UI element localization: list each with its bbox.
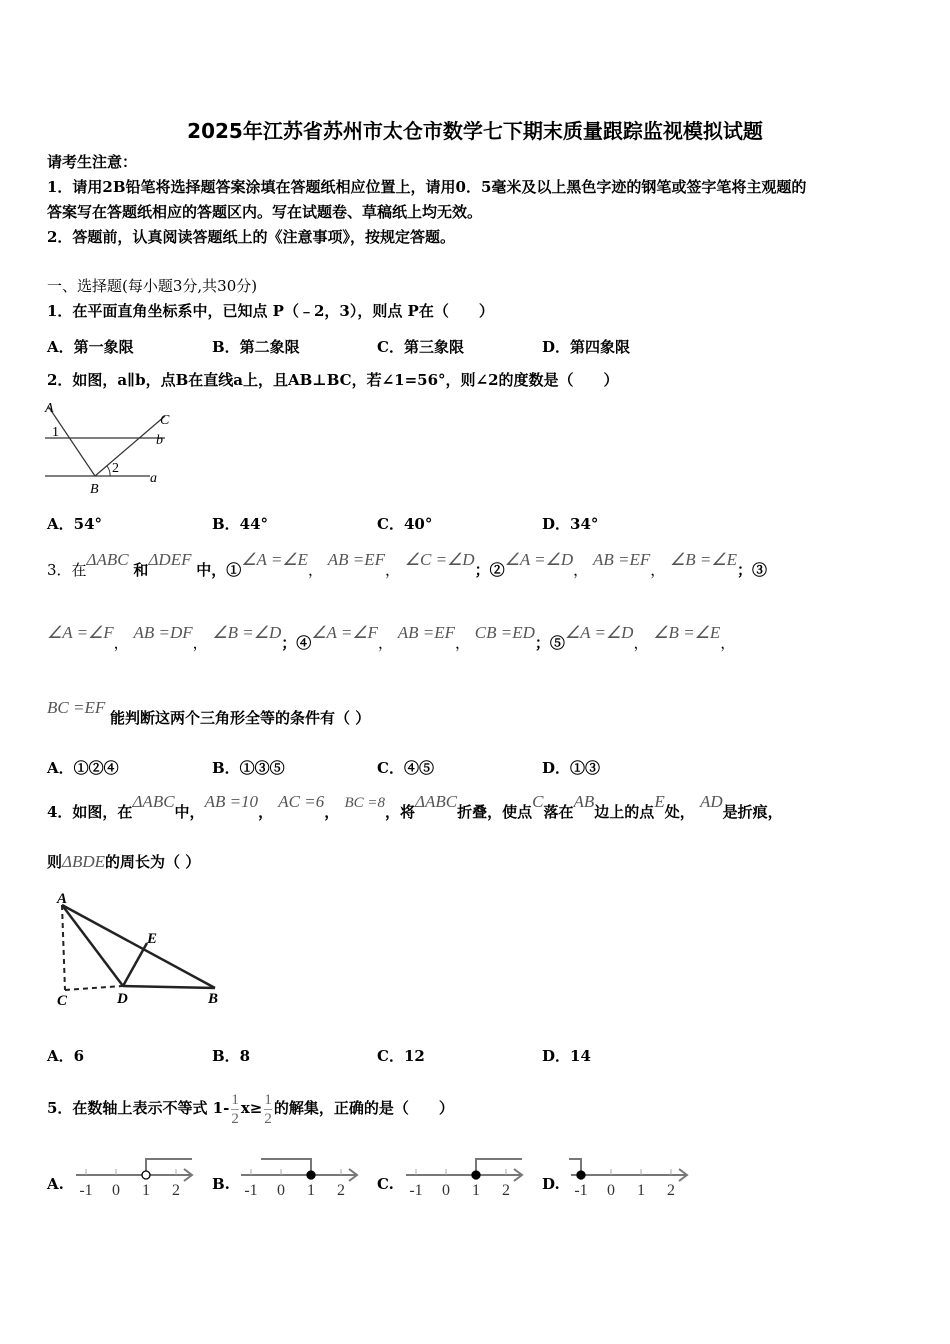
tick-label: -1 — [409, 1182, 423, 1199]
tick-label: 2 — [667, 1182, 675, 1199]
tick-label: 0 — [277, 1182, 285, 1199]
q2-option-a[interactable]: A．54° — [47, 515, 103, 533]
label-c-point: C — [160, 413, 170, 428]
q4-math: AB — [573, 792, 595, 811]
segment-db — [123, 986, 215, 988]
q3-math: ∠B =∠D — [212, 623, 282, 642]
q4-option-d[interactable]: D．14 — [542, 1047, 591, 1065]
q3-text: 3．在 — [47, 561, 87, 579]
q3-math: ΔABC — [86, 550, 129, 569]
solution-bracket — [261, 1159, 311, 1175]
tick-label: 0 — [442, 1182, 450, 1199]
label-b: B — [208, 991, 219, 1007]
q3-text: ；③ — [736, 561, 767, 579]
q5-option-c[interactable] — [377, 1155, 537, 1205]
q3-option-a[interactable]: A．①②④ — [47, 759, 119, 777]
tick-label: 2 — [502, 1182, 510, 1199]
q4-math: BC =8 — [344, 795, 386, 811]
segment-de — [123, 943, 147, 986]
solution-bracket — [146, 1159, 192, 1175]
q5-text: 的解集，正确的是（ ） — [273, 1099, 454, 1117]
q3-text: ；② — [474, 561, 505, 579]
q3-line-1: 3．在ΔABC 和ΔDEF 中，①∠A =∠E， AB =EF， ∠C =∠D；②∠A =∠D， AB =EF， ∠B =∠E；③ — [47, 550, 767, 579]
segment-ad — [62, 905, 123, 986]
q4-option-b[interactable]: B．8 — [212, 1047, 251, 1065]
option-label: D. — [542, 1175, 560, 1193]
segment-cd — [65, 986, 123, 990]
fraction-half — [264, 1091, 272, 1128]
q5-stem — [47, 1084, 454, 1132]
q3-text: ；④ — [281, 634, 312, 652]
section-heading: 一、选择题(每小题3分,共30分) — [47, 277, 258, 295]
tick-label: -1 — [574, 1182, 588, 1199]
q4-text: 4．如图，在 — [47, 803, 133, 821]
notice-line-1: 1．请用2B铅笔将选择题答案涂填在答题纸相应位置上，请用0．5毫米及以上黑色字迹的钢笔或签字笔将主观题的 — [47, 178, 807, 196]
q4-text: 落在 — [543, 803, 574, 821]
label-d: D — [117, 991, 128, 1007]
number-line — [404, 1155, 534, 1205]
segment-bc — [95, 416, 165, 476]
number-line — [239, 1155, 369, 1205]
q1-stem: 1．在平面直角坐标系中，已知点 P（﹣2，3），则点 P在（ ） — [47, 302, 494, 320]
q4-math: ΔABC — [415, 792, 458, 811]
q4-option-c[interactable]: C．12 — [377, 1047, 425, 1065]
q2-figure — [40, 398, 180, 498]
q1-option-b[interactable]: B．第二象限 — [212, 338, 300, 356]
q4-math: AD — [699, 792, 723, 811]
q4-math: E — [654, 792, 665, 811]
q4-text: ，将 — [385, 803, 416, 821]
denominator: 2 — [231, 1110, 239, 1127]
q4-line-2 — [47, 852, 200, 872]
q2-option-d[interactable]: D．34° — [542, 515, 599, 533]
label-a: A — [57, 891, 68, 907]
q3-math: ∠A =∠F — [47, 623, 114, 642]
closed-point — [472, 1171, 480, 1179]
q4-math: AC =6 — [278, 792, 325, 811]
option-label: B. — [212, 1175, 230, 1193]
q2-stem: 2．如图，a∥b，点B在直线a上，且AB⊥BC，若∠1=56°，则∠2的度数是（ ） — [47, 371, 619, 389]
angle-2-arc — [107, 466, 110, 476]
numerator: 1 — [264, 1091, 272, 1108]
q3-math: ∠B =∠E — [670, 550, 737, 569]
tick-label: 0 — [112, 1182, 120, 1199]
closed-point — [307, 1171, 315, 1179]
label-c: C — [57, 993, 68, 1009]
q1-option-a[interactable]: A．第一象限 — [47, 338, 134, 356]
q4-text: 处， — [664, 803, 695, 821]
q5-option-b[interactable] — [212, 1155, 372, 1205]
q4-math: AB =10 — [204, 792, 259, 811]
tick-label: 0 — [607, 1182, 615, 1199]
option-label: A. — [47, 1175, 64, 1193]
q2-option-b[interactable]: B．44° — [212, 515, 269, 533]
q3-math: ∠A =∠F — [311, 623, 378, 642]
q3-option-d[interactable]: D．①③ — [542, 759, 601, 777]
label-angle-2: 2 — [112, 461, 119, 476]
q3-math: ∠B =∠E — [653, 623, 721, 642]
segment-ab — [62, 905, 215, 988]
q3-math: ΔDEF — [148, 550, 192, 569]
q3-math: AB =EF — [592, 550, 651, 569]
option-label: C. — [377, 1175, 394, 1193]
q3-math: BC =EF — [47, 698, 106, 717]
q4-math: ΔABC — [132, 792, 175, 811]
q4-text: 是折痕， — [722, 803, 783, 821]
q4-text: 边上的点 — [594, 803, 655, 821]
label-line-b: b — [156, 433, 163, 448]
notice-heading: 请考生注意： — [47, 153, 138, 171]
q3-math: ∠C =∠D — [404, 550, 475, 569]
q3-math: CB =ED — [474, 623, 535, 642]
tick-label: -1 — [244, 1182, 258, 1199]
fraction-half — [231, 1091, 239, 1128]
denominator: 2 — [264, 1110, 272, 1127]
label-angle-1: 1 — [52, 425, 59, 440]
tick-label: -1 — [79, 1182, 93, 1199]
tick-label: 1 — [472, 1182, 480, 1199]
q5-option-a[interactable] — [47, 1155, 207, 1205]
q4-text: 的周长为（ ） — [105, 853, 201, 871]
q3-text: 能判断这两个三角形全等的条件有（ ） — [110, 709, 371, 727]
tick-label: 1 — [142, 1182, 150, 1199]
q3-text: 中，① — [196, 561, 242, 579]
notice-line-1b: 答案写在答题纸相应的答题区内。写在试题卷、草稿纸上均无效。 — [47, 203, 483, 221]
q4-text: 中， — [174, 803, 205, 821]
tick-label: 1 — [637, 1182, 645, 1199]
label-b-point: B — [90, 482, 99, 497]
q3-line-3 — [47, 698, 371, 728]
q3-math: ∠A =∠D — [504, 550, 574, 569]
q4-line-1: 4．如图，在ΔABC中，AB =10， AC =6， BC =8，将ΔABC折叠，使点C落在AB边上的点E处， AD是折痕， — [47, 792, 783, 821]
segment-ac — [62, 905, 65, 990]
solution-bracket — [476, 1159, 522, 1175]
numerator: 1 — [231, 1091, 239, 1108]
number-line — [569, 1155, 699, 1205]
tick-label: 2 — [172, 1182, 180, 1199]
q4-math: ΔBDE — [62, 852, 106, 871]
open-point — [142, 1171, 150, 1179]
q5-text: x≥ — [240, 1099, 263, 1117]
segment-ab — [48, 406, 95, 476]
q3-text: ；⑤ — [534, 634, 565, 652]
q4-figure — [45, 885, 235, 1010]
q4-math: C — [532, 792, 544, 811]
q3-math: AB =DF — [133, 623, 193, 642]
q3-line-2: ∠A =∠F， AB =DF， ∠B =∠D；④∠A =∠F， AB =EF， CB =ED；⑤∠A =∠D， ∠B =∠E， — [47, 623, 736, 652]
q5-option-d[interactable] — [542, 1155, 702, 1205]
q4-text: 折叠，使点 — [457, 803, 533, 821]
q3-math: AB =EF — [327, 550, 385, 569]
q3-math: ∠A =∠E — [241, 550, 308, 569]
number-line — [74, 1155, 204, 1205]
tick-label: 2 — [337, 1182, 345, 1199]
q3-text: 和 — [133, 561, 149, 579]
closed-point — [577, 1171, 585, 1179]
q3-option-b[interactable]: B．①③⑤ — [212, 759, 285, 777]
q1-option-d[interactable]: D．第四象限 — [542, 338, 631, 356]
q3-math: ∠A =∠D — [564, 623, 634, 642]
q4-text: 则 — [47, 853, 63, 871]
q5-text: 5．在数轴上表示不等式 1- — [47, 1099, 230, 1117]
label-line-a: a — [150, 471, 157, 486]
label-e: E — [147, 931, 158, 947]
tick-label: 1 — [307, 1182, 315, 1199]
notice-line-2: 2．答题前，认真阅读答题纸上的《注意事项》，按规定答题。 — [47, 228, 455, 246]
page-title: 2025年江苏省苏州市太仓市数学七下期末质量跟踪监视模拟试题 — [187, 119, 763, 143]
label-a-point: A — [45, 401, 54, 416]
q1-option-c[interactable]: C．第三象限 — [377, 338, 464, 356]
q3-option-c[interactable]: C．④⑤ — [377, 759, 434, 777]
q2-option-c[interactable]: C．40° — [377, 515, 433, 533]
q3-math: AB =EF — [397, 623, 455, 642]
q4-option-a[interactable]: A．6 — [47, 1047, 85, 1065]
